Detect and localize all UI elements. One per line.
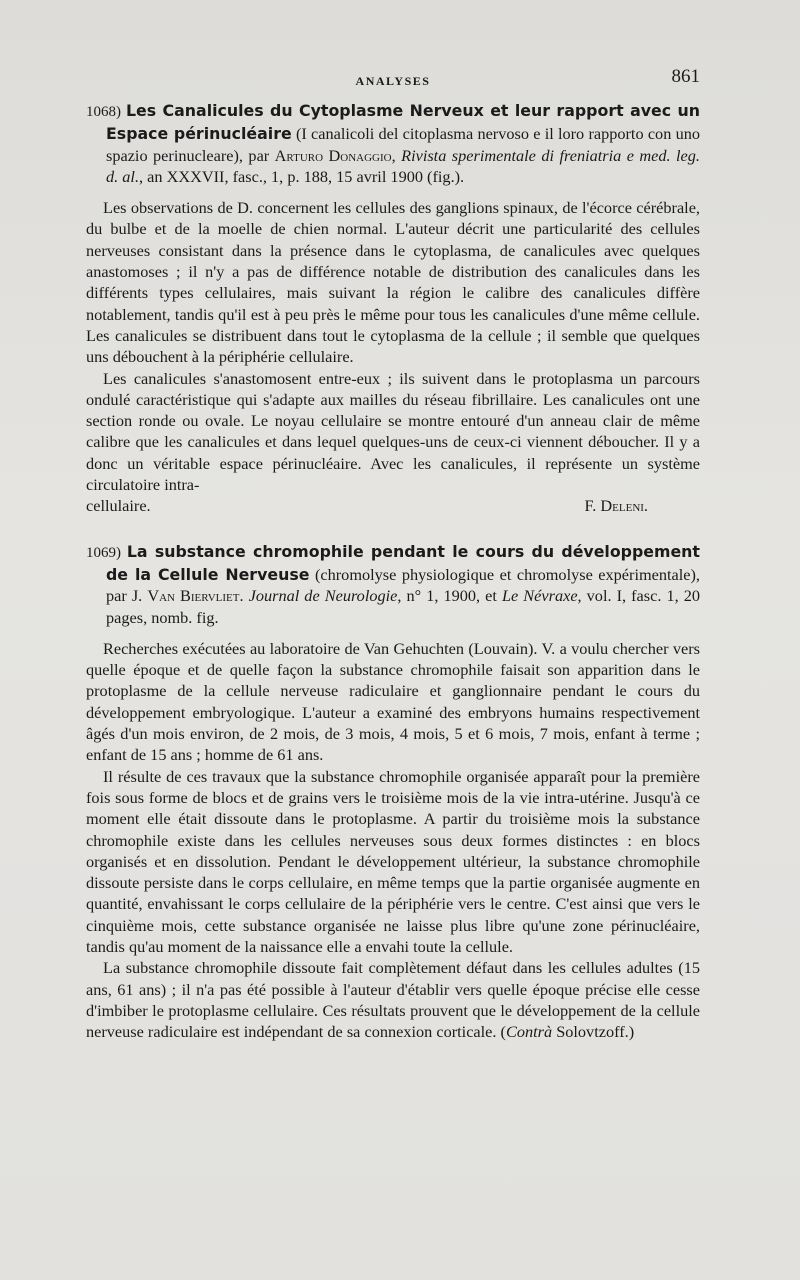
- paragraph-end: cellulaire.: [86, 496, 151, 516]
- running-head: [86, 64, 700, 92]
- entry-heading: [86, 541, 700, 628]
- paragraph: Recherches exécutées au laboratoire de Van Gehuchten (Louvain). V. a voulu chercher vers quelle époque et de quelle façon la substance chromophile faisait son apparition dans le protoplasme de la cellule nerveuse radiculaire et ganglionnaire pendant le cours du développement embryologique. L'auteur a examiné des embryons humains respectivement âgés d'un mois environ, de 2 mois, de 3 mois, 4 mois, 5 et 6 mois, 7 mois, enfant à terme ; enfant de 15 ans ; homme de 61 ans.: [86, 638, 700, 765]
- entry-reference-sep: .: [239, 586, 249, 606]
- entry-journal-2: Le Névraxe: [501, 586, 578, 606]
- running-head-title: ANALYSES: [355, 74, 431, 88]
- reviewer-signature: F. Deleni.: [584, 496, 648, 516]
- paragraph-italic: Contrà: [505, 1022, 553, 1042]
- paragraph-text-end: Solovtzoff.): [552, 1022, 635, 1042]
- entry-heading: [86, 100, 700, 187]
- entry-author: Van Biervliet: [147, 586, 240, 606]
- entry-title: Les Canalicules du Cytoplasme Nerveux et leur rapport avec un Espace périnucléaire: [106, 101, 700, 144]
- entry-reference: (I canalicoli del citoplasma nervoso e il loro rapporto con uno spazio perinucleare), par: [106, 124, 701, 165]
- paragraph: Les observations de D. concernent les cellules des ganglions spinaux, de l'écorce cérébrale, du bulbe et de la moelle de chien normal. L'auteur décrit une particularité des cellules nerveuses consistant dans la présence dans le cytoplasma, de canalicules avec quelques anastomoses ; il n'y a pas de différence notable de distribution des canalicules dans les différents types cellulaires, mais suivant la région le calibre des canalicules diffère notablement, tandis qu'il est à peu près le même pour tous les canalicules d'une même cellule. Les canalicules se distribuent dans tout le cytoplasma de la cellule ; il semble que quelques uns débouchent à la périphérie cellulaire.: [86, 198, 700, 367]
- paragraph: [86, 957, 700, 1042]
- main-text: [86, 100, 700, 1042]
- paragraph: Il résulte de ces travaux que la substance chromophile organisée apparaît pour la première fois sous forme de blocs et de grains vers le troisième mois de la vie intra-utérine. Jusqu'à ce moment elle était dissoute dans le protoplasme. A partir du troisième mois la substance chromophile existe dans les cellules nerveuses sous deux formes distinctes : en blocs organisés et en dissolution. Pendant le développement ultérieur, la substance chromophile dissoute persiste dans le corps cellulaire, en même temps que la partie organisée augmente en quantité, envahissant le corps cellulaire de la périphérie vers le centre. C'est ainsi que vers le cinquième mois, cette substance organisée ne laisse plus libre qu'une zone périnucléaire, tandis qu'au moment de la naissance elle a envahi toute la cellule.: [86, 766, 700, 956]
- entry-reference-details: , an XXXVII, fasc., 1, p. 188, 15 avril 1900 (fig.).: [139, 166, 465, 186]
- signature-line: [86, 495, 700, 516]
- entry-reference-details-2: , vol. I, fasc. 1, 20 pages, nomb. fig.: [106, 586, 701, 627]
- entry-title: La substance chromophile pendant le cours du développement de la Cellule Nerveuse: [106, 541, 700, 584]
- entry-journal: Journal de Neurologie: [248, 586, 398, 606]
- entry-number: 1069): [86, 544, 121, 561]
- entry-reference: (chromolyse physiologique et chromolyse expérimentale), par J.: [106, 564, 700, 606]
- entry-reference-details: , n° 1, 1900, et: [397, 586, 502, 606]
- paragraph: Les canalicules s'anastomosent entre-eux ; ils suivent dans le protoplasma un parcours ondulé caractéristique qui s'adapte aux mailles du réseau fibrillaire. Les canalicules ont une section ronde ou ovale. Le noyau cellulaire se montre entouré d'un anneau clair de même calibre que les canalicules et dans lequel quelques-uns de ceux-ci viennent déboucher. Il y a donc un véritable espace périnucléaire. Avec les canalicules, il représente un système circulatoire intra-: [86, 368, 700, 495]
- entry-number: 1068): [86, 104, 121, 120]
- page-number: 861: [671, 66, 700, 87]
- entry-journal: Rivista sperimentale di freniatria e med. leg. d. al.: [106, 145, 700, 186]
- entry-author: Arturo Donaggio: [274, 145, 392, 165]
- entry-reference-sep: ,: [391, 145, 402, 165]
- paragraph-text: La substance chromophile dissoute fait complètement défaut dans les cellules adultes (15 ans, 61 ans) ; il n'a pas été possible à l'auteur d'établir vers quelle époque précise elle cesse d'imbiber le protoplasme cellulaire. Ces résultats prouvent que le développement de la cellule nerveuse radiculaire est indépendant de sa connexion corticale. (: [86, 958, 700, 1042]
